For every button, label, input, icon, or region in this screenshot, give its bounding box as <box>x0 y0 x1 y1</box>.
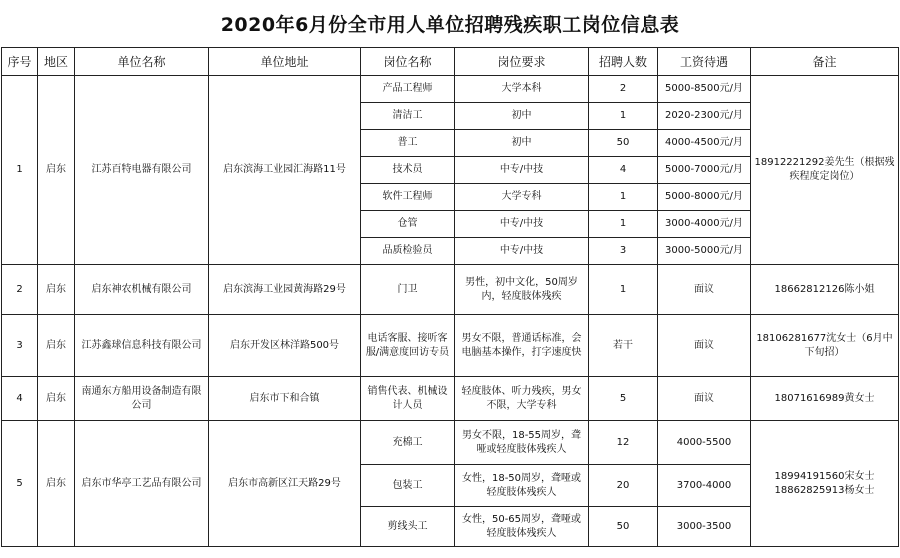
requirement-cell: 中专/中技 <box>455 238 589 265</box>
company-name: 启东神农机械有限公司 <box>75 265 209 315</box>
salary-cell: 5000-8500元/月 <box>658 76 751 103</box>
company-address: 启东市下和合镇 <box>209 377 361 421</box>
salary-cell: 3000-4000元/月 <box>658 211 751 238</box>
position-cell: 软件工程师 <box>361 184 455 211</box>
table-row <box>2 377 899 421</box>
table-row <box>2 421 899 465</box>
row-number: 2 <box>2 265 38 315</box>
count-cell: 50 <box>589 507 658 547</box>
note-cell: 18994191560宋女士18862825913杨女士 <box>751 421 899 547</box>
position-cell: 销售代表、机械设计人员 <box>361 377 455 421</box>
requirement-cell: 男性，初中文化，50周岁内，轻度肢体残疾 <box>455 265 589 315</box>
requirement-cell: 中专/中技 <box>455 157 589 184</box>
requirement-cell: 轻度肢体、听力残疾，男女不限，大学专科 <box>455 377 589 421</box>
count-cell: 20 <box>589 465 658 507</box>
salary-cell: 3700-4000 <box>658 465 751 507</box>
header-cell: 单位名称 <box>75 48 209 76</box>
table-row <box>2 76 899 103</box>
table-row <box>2 265 899 315</box>
row-number: 5 <box>2 421 38 547</box>
position-cell: 包装工 <box>361 465 455 507</box>
requirement-cell: 初中 <box>455 103 589 130</box>
salary-cell: 面议 <box>658 377 751 421</box>
header-cell: 招聘人数 <box>589 48 658 76</box>
area-cell: 启东 <box>38 315 75 377</box>
requirement-cell: 大学本科 <box>455 76 589 103</box>
header-cell: 工资待遇 <box>658 48 751 76</box>
requirement-cell: 初中 <box>455 130 589 157</box>
count-cell: 2 <box>589 76 658 103</box>
salary-cell: 2020-2300元/月 <box>658 103 751 130</box>
note-cell: 18662812126陈小姐 <box>751 265 899 315</box>
salary-cell: 5000-7000元/月 <box>658 157 751 184</box>
count-cell: 1 <box>589 211 658 238</box>
page-title: 2020年6月份全市用人单位招聘残疾职工岗位信息表 <box>220 14 680 36</box>
salary-cell: 3000-3500 <box>658 507 751 547</box>
area-cell: 启东 <box>38 377 75 421</box>
company-address: 启东市高新区江天路29号 <box>209 421 361 547</box>
row-number: 1 <box>2 76 38 265</box>
position-cell: 剪线头工 <box>361 507 455 547</box>
header-row <box>2 48 899 76</box>
count-cell: 4 <box>589 157 658 184</box>
position-cell: 门卫 <box>361 265 455 315</box>
position-cell: 电话客服、接听客服/满意度回访专员 <box>361 315 455 377</box>
salary-cell: 3000-5000元/月 <box>658 238 751 265</box>
position-cell: 清洁工 <box>361 103 455 130</box>
salary-cell: 5000-8000元/月 <box>658 184 751 211</box>
count-cell: 1 <box>589 265 658 315</box>
header-cell: 备注 <box>751 48 899 76</box>
job-table <box>1 47 899 547</box>
header-cell: 地区 <box>38 48 75 76</box>
company-name: 江苏鑫球信息科技有限公司 <box>75 315 209 377</box>
count-cell: 若干 <box>589 315 658 377</box>
table-row <box>2 315 899 377</box>
position-cell: 充棉工 <box>361 421 455 465</box>
position-cell: 产品工程师 <box>361 76 455 103</box>
position-cell: 技术员 <box>361 157 455 184</box>
company-name: 南通东方船用设备制造有限公司 <box>75 377 209 421</box>
company-name: 启东市华亭工艺品有限公司 <box>75 421 209 547</box>
note-cell: 18106281677沈女士（6月中下旬招） <box>751 315 899 377</box>
row-number: 3 <box>2 315 38 377</box>
position-cell: 品质检验员 <box>361 238 455 265</box>
header-cell: 岗位要求 <box>455 48 589 76</box>
requirement-cell: 男女不限，18-55周岁，聋哑或轻度肢体残疾人 <box>455 421 589 465</box>
requirement-cell: 大学专科 <box>455 184 589 211</box>
count-cell: 5 <box>589 377 658 421</box>
company-name: 江苏百特电器有限公司 <box>75 76 209 265</box>
area-cell: 启东 <box>38 265 75 315</box>
count-cell: 1 <box>589 184 658 211</box>
header-cell: 岗位名称 <box>361 48 455 76</box>
count-cell: 12 <box>589 421 658 465</box>
requirement-cell: 男女不限，普通话标准，会电脑基本操作，打字速度快 <box>455 315 589 377</box>
count-cell: 3 <box>589 238 658 265</box>
salary-cell: 面议 <box>658 265 751 315</box>
position-cell: 仓管 <box>361 211 455 238</box>
salary-cell: 4000-4500元/月 <box>658 130 751 157</box>
count-cell: 1 <box>589 103 658 130</box>
area-cell: 启东 <box>38 421 75 547</box>
row-number: 4 <box>2 377 38 421</box>
area-cell: 启东 <box>38 76 75 265</box>
count-cell: 50 <box>589 130 658 157</box>
note-cell: 18912221292姜先生（根据残疾程度定岗位） <box>751 76 899 265</box>
requirement-cell: 女性，50-65周岁，聋哑或轻度肢体残疾人 <box>455 507 589 547</box>
requirement-cell: 中专/中技 <box>455 211 589 238</box>
company-address: 启东滨海工业园黄海路29号 <box>209 265 361 315</box>
company-address: 启东滨海工业园汇海路11号 <box>209 76 361 265</box>
requirement-cell: 女性，18-50周岁，聋哑或轻度肢体残疾人 <box>455 465 589 507</box>
header-cell: 序号 <box>2 48 38 76</box>
salary-cell: 面议 <box>658 315 751 377</box>
position-cell: 普工 <box>361 130 455 157</box>
salary-cell: 4000-5500 <box>658 421 751 465</box>
company-address: 启东开发区林洋路500号 <box>209 315 361 377</box>
header-cell: 单位地址 <box>209 48 361 76</box>
note-cell: 18071616989黄女士 <box>751 377 899 421</box>
